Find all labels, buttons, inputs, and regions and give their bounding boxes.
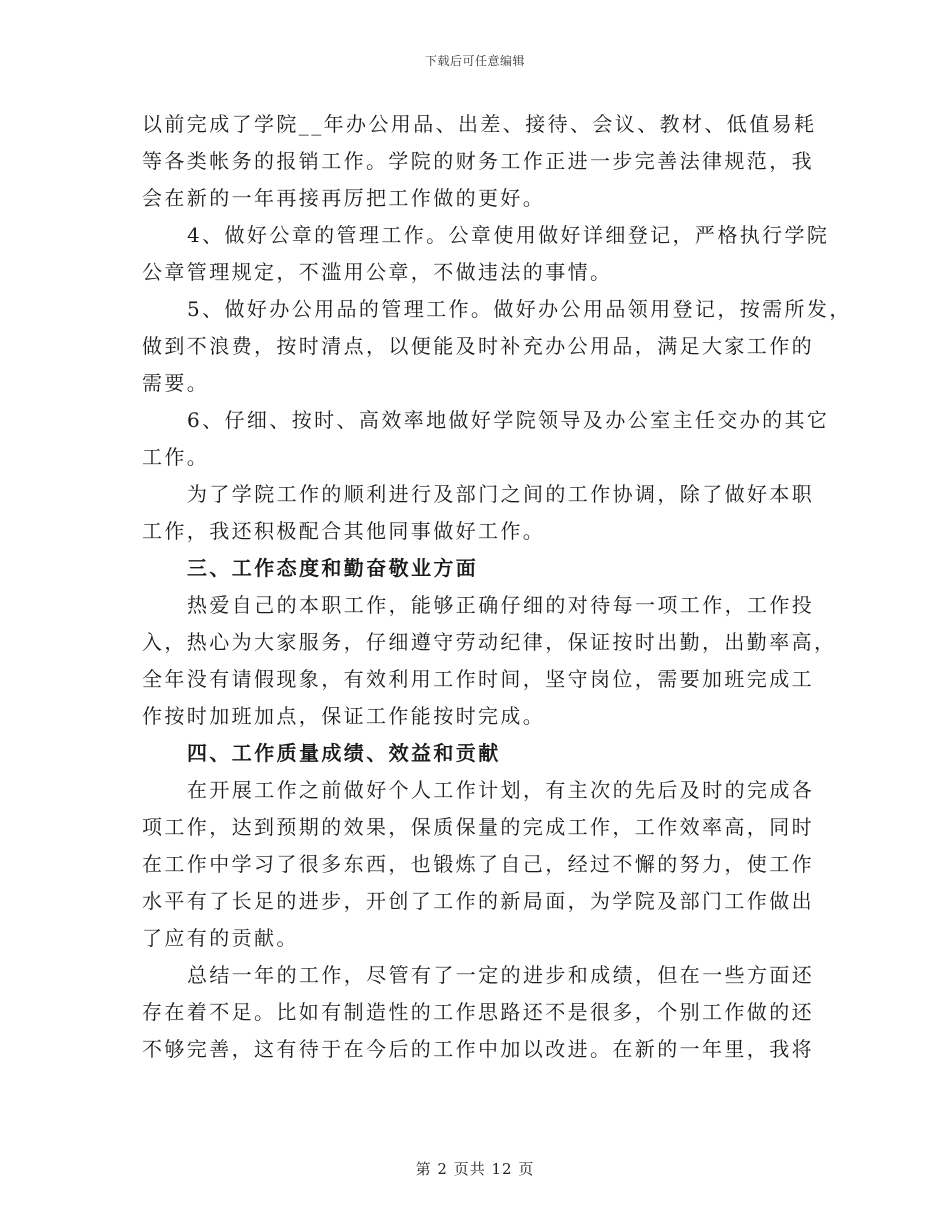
paragraph-line: 作按时加班加点，保证工作能按时完成。 (142, 704, 546, 728)
paragraph-line: 工作。 (142, 445, 210, 469)
section-heading: 三、工作态度和勤奋敬业方面 (187, 556, 479, 580)
paragraph-line: 公章管理规定，不滥用公章，不做违法的事情。 (142, 260, 613, 284)
paragraph-line: 5、做好办公用品的管理工作。做好办公用品领用登记，按需所发， (187, 297, 852, 321)
paragraph-line: 了应有的贡献。 (142, 926, 299, 950)
page-header-note: 下载后可任意编辑 (424, 54, 525, 68)
paragraph-line: 不够完善，这有待于在今后的工作中加以改进。在新的一年里，我将 (142, 1037, 814, 1061)
paragraph-line: 以前完成了学院__年办公用品、出差、接待、会议、教材、低值易耗 (142, 112, 817, 136)
page-footer-pagination: 第 2 页共 12 页 (415, 1160, 535, 1178)
paragraph-line: 项工作，达到预期的效果，保质保量的完成工作，工作效率高，同时 (142, 815, 814, 839)
paragraph-line: 总结一年的工作，尽管有了一定的进步和成绩，但在一些方面还 (187, 963, 815, 987)
paragraph-line: 为了学院工作的顺利进行及部门之间的工作协调，除了做好本职 (187, 482, 815, 506)
paragraph-line: 热爱自己的本职工作，能够正确仔细的对待每一项工作，工作投 (187, 593, 815, 617)
paragraph-line: 在开展工作之前做好个人工作计划，有主次的先后及时的完成各 (187, 778, 815, 802)
paragraph-line: 会在新的一年再接再厉把工作做的更好。 (142, 186, 546, 210)
paragraph-line: 4、做好公章的管理工作。公章使用做好详细登记，严格执行学院 (187, 223, 830, 247)
paragraph-line: 需要。 (142, 371, 210, 395)
paragraph-line: 6、仔细、按时、高效率地做好学院领导及办公室主任交办的其它 (187, 408, 830, 432)
paragraph-line: 在工作中学习了很多东西，也锻炼了自己，经过不懈的努力，使工作 (142, 852, 814, 876)
paragraph-line: 做到不浪费，按时清点，以便能及时补充办公用品，满足大家工作的 (142, 334, 814, 358)
paragraph-line: 等各类帐务的报销工作。学院的财务工作正进一步完善法律规范，我 (142, 149, 814, 173)
document-body (142, 106, 852, 1068)
paragraph-line: 水平有了长足的进步，开创了工作的新局面，为学院及部门工作做出 (142, 889, 814, 913)
paragraph-line: 存在着不足。比如有制造性的工作思路还不是很多，个别工作做的还 (142, 1000, 814, 1024)
paragraph-line: 入，热心为大家服务，仔细遵守劳动纪律，保证按时出勤，出勤率高， (142, 630, 837, 654)
paragraph-line: 工作，我还积极配合其他同事做好工作。 (142, 519, 546, 543)
paragraph-line: 全年没有请假现象，有效利用工作时间，坚守岗位，需要加班完成工 (142, 667, 814, 691)
section-heading: 四、工作质量成绩、效益和贡献 (187, 741, 501, 765)
